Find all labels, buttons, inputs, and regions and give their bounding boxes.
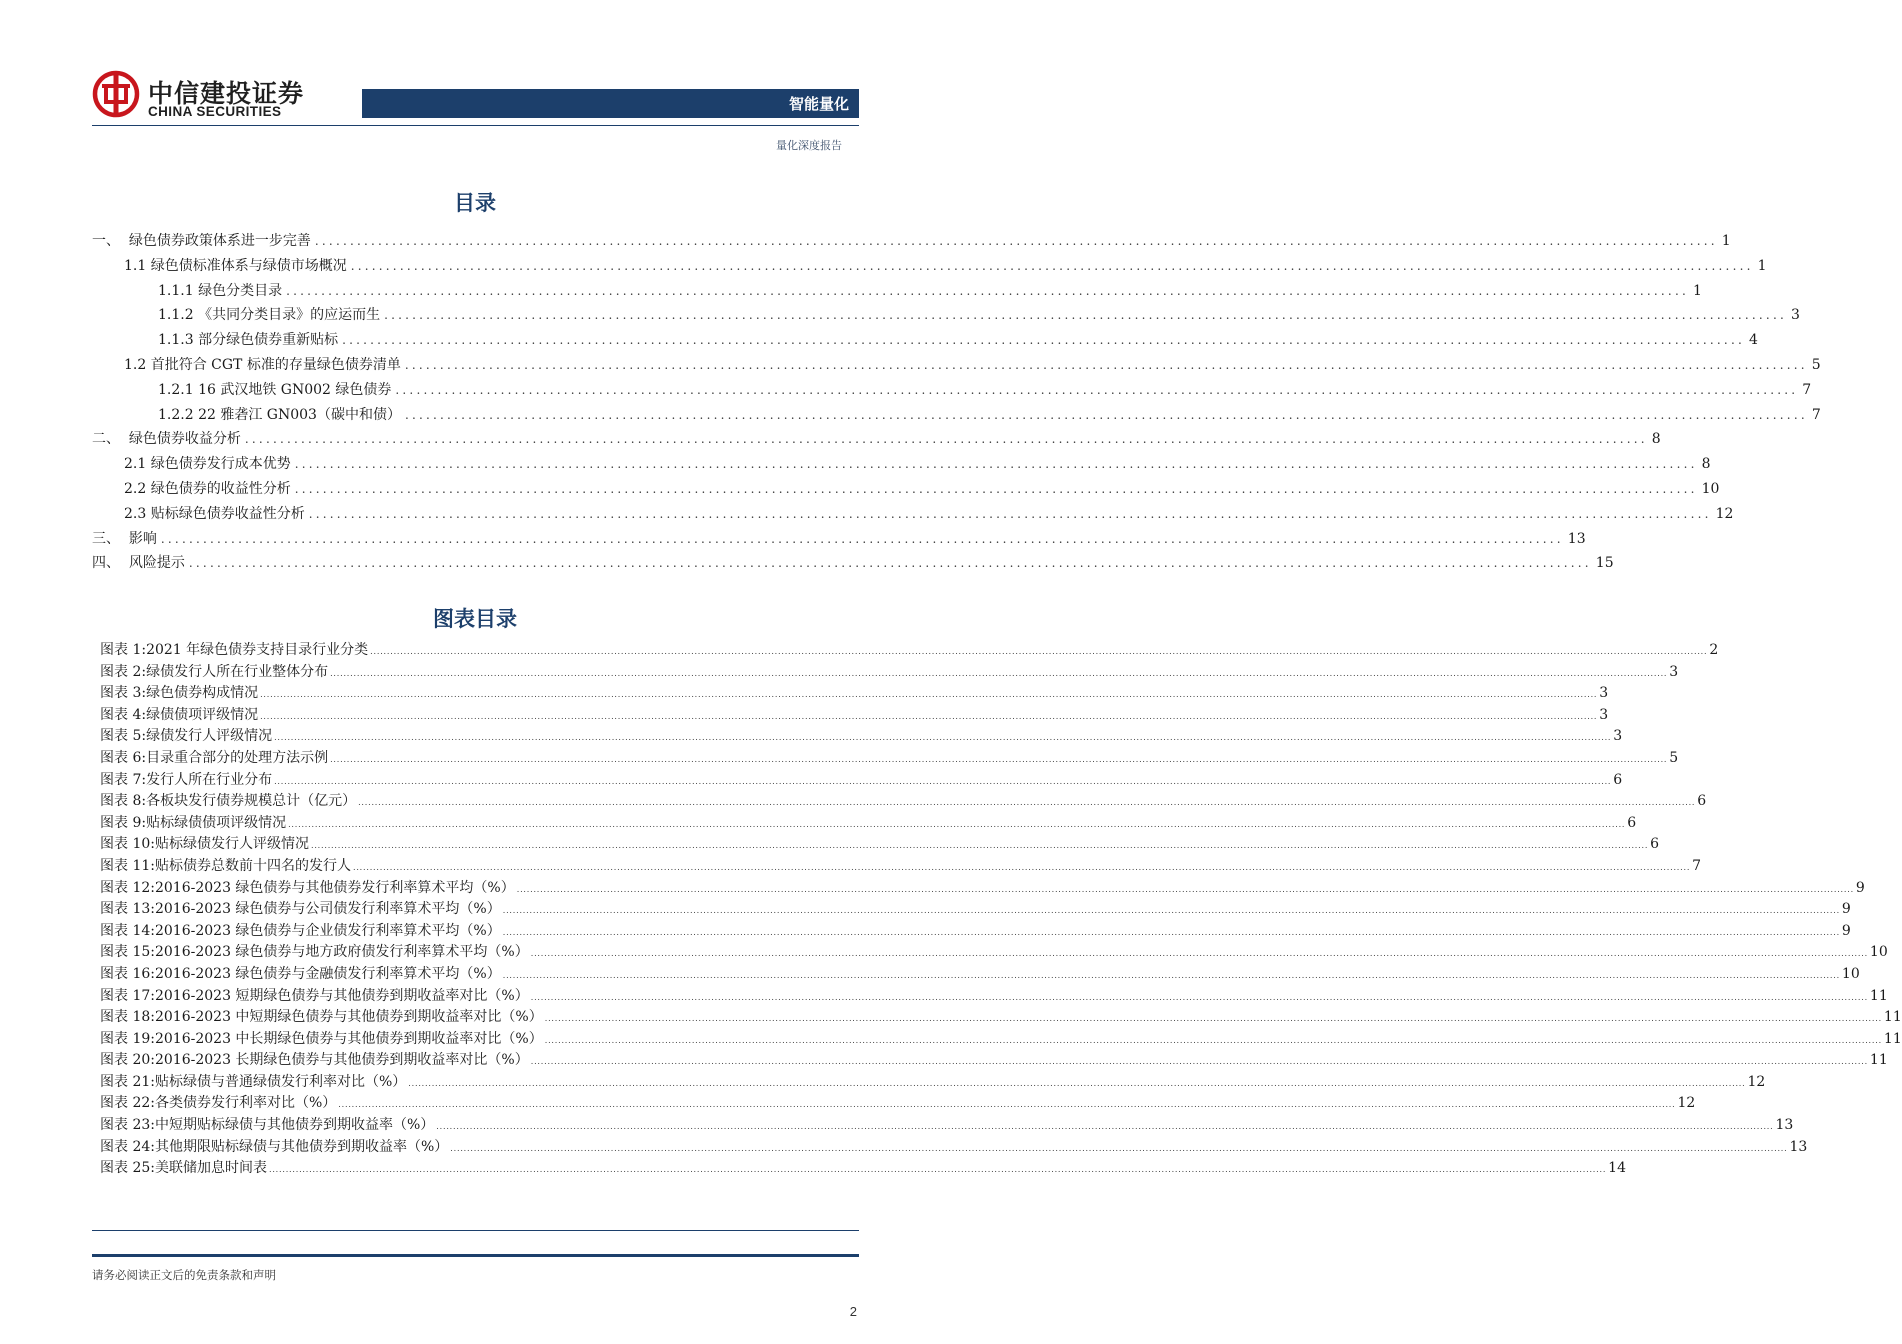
dot-leader: ................................................................................................................................................................................................................................................................................................................................................................................................................ (330, 754, 1668, 764)
figure-entry-number: 图表 12: (100, 879, 155, 896)
toc-entry[interactable] (92, 502, 1734, 527)
figure-entry-title: 2016-2023 中短期绿色债券与其他债券到期收益率对比（%） (154, 1009, 543, 1026)
figure-entry[interactable] (100, 748, 1679, 770)
dot-leader: ........................................................................................................................................................................................................ (314, 234, 1718, 248)
figure-entry-page: 11 (1869, 987, 1888, 1004)
figure-entry-number: 图表 20: (100, 1052, 155, 1069)
figure-entry-title: 2021 年绿色债券支持目录行业分类 (146, 642, 369, 658)
toc-entry-label: 1.2.2 22 雅砻江 GN003（碳中和债） (158, 406, 401, 423)
figure-entry-title: 贴标绿债债项评级情况 (146, 814, 287, 831)
figure-entry-title: 美联储加息时间表 (154, 1160, 267, 1177)
header-divider (92, 125, 859, 126)
dot-leader: ........................................................................................................................................................................................................ (308, 506, 1712, 521)
figure-entry-number: 图表 10: (100, 836, 155, 853)
figure-entry-number: 图表 5: (100, 728, 147, 745)
figure-entry-page: 3 (1669, 663, 1679, 680)
figure-entry-title: 目录重合部分的处理方法示例 (146, 749, 329, 766)
dot-leader: ................................................................................................................................................................................................................................................................................................................................................................................................................ (260, 690, 1598, 700)
toc-entry-page: 13 (1567, 530, 1586, 547)
figure-entry[interactable] (100, 1050, 1888, 1072)
toc-entry[interactable] (92, 527, 1586, 552)
dot-leader: ........................................................................................................................................................................................................ (188, 556, 1592, 571)
figure-entry-number: 图表 18: (100, 1009, 155, 1026)
toc-entry[interactable] (92, 254, 1767, 279)
figure-entry-title: 各类债券发行利率对比（%） (154, 1095, 337, 1112)
toc-title: 目录 (454, 191, 496, 215)
toc-entry-label: 二、 绿色债券收益分析 (92, 431, 241, 448)
toc-entry-page: 7 (1811, 406, 1821, 423)
figure-entry[interactable] (100, 683, 1609, 705)
dot-leader: ................................................................................................................................................................................................................................................................................................................................................................................................................ (358, 798, 1696, 808)
figure-entry[interactable] (100, 856, 1702, 878)
dot-leader: ........................................................................................................................................................................................................ (244, 432, 1648, 447)
dot-leader: ................................................................................................................................................................................................................................................................................................................................................................................................................ (450, 1143, 1788, 1153)
brand-name-cn: 中信建投证券 (148, 79, 305, 108)
dot-leader: ................................................................................................................................................................................................................................................................................................................................................................................................................ (502, 927, 1840, 937)
toc-entry-label: 1.1.2 《共同分类目录》的应运而生 (158, 307, 381, 324)
category-band (362, 89, 859, 118)
figure-entry-title: 绿债发行人所在行业整体分布 (146, 663, 329, 680)
footer-divider-thin (92, 1230, 859, 1231)
toc-entry-page: 1 (1721, 233, 1731, 249)
toc-entry[interactable] (92, 477, 1720, 502)
toc-entry-label: 2.2 绿色债券的收益性分析 (124, 480, 291, 497)
figure-entry[interactable] (100, 1115, 1794, 1137)
toc-entry-page: 7 (1802, 381, 1812, 398)
figure-entry-page: 9 (1855, 879, 1865, 896)
figure-entry-number: 图表 4: (100, 706, 147, 723)
dot-leader: ................................................................................................................................................................................................................................................................................................................................................................................................................ (530, 992, 1868, 1002)
figure-entry-page: 6 (1613, 771, 1623, 788)
figure-entry[interactable] (100, 662, 1679, 684)
dot-leader: ................................................................................................................................................................................................................................................................................................................................................................................................................ (544, 1035, 1882, 1045)
figure-entry-title: 发行人所在行业分布 (146, 771, 273, 788)
figure-entry-page: 3 (1599, 685, 1609, 702)
figure-entry-page: 11 (1869, 1052, 1888, 1069)
figure-entry-title: 绿债债项评级情况 (146, 706, 259, 723)
toc-entry-page: 8 (1701, 456, 1711, 473)
toc-entry-page: 8 (1651, 431, 1661, 448)
toc-entry-label: 1.1.1 绿色分类目录 (158, 282, 283, 299)
dot-leader: ........................................................................................................................................................................................................ (350, 258, 1754, 273)
dot-leader: ................................................................................................................................................................................................................................................................................................................................................................................................................ (268, 1165, 1607, 1175)
figure-entry-title: 贴标绿债发行人评级情况 (154, 836, 309, 853)
figure-entry[interactable] (100, 1093, 1696, 1115)
toc-entry-label: 1.2 首批符合 CGT 标准的存量绿色债券清单 (124, 356, 401, 373)
figure-entry-title: 贴标绿债与普通绿债发行利率对比（%） (154, 1073, 407, 1090)
figure-entry-page: 11 (1883, 1030, 1902, 1047)
toc-entry-label: 三、 影响 (92, 530, 157, 547)
figure-entry[interactable] (100, 921, 1851, 943)
figure-list-title: 图表目录 (433, 607, 517, 631)
toc-entry[interactable] (92, 353, 1821, 378)
dot-leader: ................................................................................................................................................................................................................................................................................................................................................................................................................ (502, 906, 1840, 916)
toc-entry-page: 12 (1715, 505, 1734, 522)
figure-entry[interactable] (100, 1007, 1902, 1029)
figure-entry[interactable] (100, 705, 1609, 727)
report-type: 量化深度报告 (776, 139, 842, 152)
figure-entry[interactable] (100, 1029, 1902, 1051)
figure-entry-title: 2016-2023 绿色债券与金融债发行利率算术平均（%） (154, 965, 501, 982)
figure-entry-title: 贴标债券总数前十四名的发行人 (154, 857, 351, 874)
figure-list (100, 640, 1902, 1180)
figure-entry-page: 13 (1775, 1117, 1794, 1134)
figure-entry-page: 5 (1669, 749, 1679, 766)
dot-leader: ........................................................................................................................................................................................................ (294, 481, 1698, 496)
toc-entry[interactable] (92, 279, 1702, 304)
toc-entry-page: 1 (1692, 282, 1702, 299)
figure-entry-number: 图表 17: (100, 987, 155, 1004)
figure-entry[interactable] (100, 1158, 1626, 1180)
figure-entry[interactable] (100, 1072, 1766, 1094)
figure-entry-number: 图表 13: (100, 901, 155, 918)
toc-entry[interactable] (92, 328, 1758, 353)
brand-name-en: CHINA SECURITIES (148, 104, 282, 119)
dot-leader: ........................................................................................................................................................................................................ (342, 333, 1745, 348)
toc-entry[interactable] (92, 378, 1812, 403)
figure-entry-title: 各板块发行债券规模总计（亿元） (146, 793, 357, 810)
toc-entry-label: 2.1 绿色债券发行成本优势 (124, 456, 291, 473)
toc-entry-page: 4 (1748, 332, 1758, 349)
dot-leader: ................................................................................................................................................................................................................................................................................................................................................................................................................ (502, 970, 1840, 980)
figure-entry-title: 2016-2023 长期绿色债券与其他债券到期收益率对比（%） (154, 1052, 529, 1069)
figure-entry-page: 11 (1883, 1009, 1902, 1026)
dot-leader: ........................................................................................................................................................................................................ (294, 457, 1698, 472)
figure-entry-number: 图表 16: (100, 965, 155, 982)
dot-leader: ................................................................................................................................................................................................................................................................................................................................................................................................................ (260, 711, 1598, 721)
dot-leader: ........................................................................................................................................................................................................ (395, 382, 1799, 397)
toc-entry[interactable] (92, 452, 1711, 477)
dot-leader: ................................................................................................................................................................................................................................................................................................................................................................................................................ (408, 1078, 1746, 1088)
dot-leader: ................................................................................................................................................................................................................................................................................................................................................................................................................ (516, 884, 1854, 894)
figure-entry[interactable] (100, 899, 1851, 921)
figure-entry-number: 图表 2: (100, 663, 147, 680)
figure-entry-page: 6 (1697, 793, 1707, 810)
dot-leader: ................................................................................................................................................................................................................................................................................................................................................................................................................ (370, 647, 1708, 656)
figure-entry[interactable] (100, 726, 1623, 748)
figure-entry-title: 2016-2023 短期绿色债券与其他债券到期收益率对比（%） (154, 987, 529, 1004)
figure-entry[interactable] (100, 640, 1719, 662)
figure-entry-title: 2016-2023 绿色债券与企业债发行利率算术平均（%） (154, 922, 501, 939)
figure-entry-number: 图表 15: (100, 944, 155, 961)
figure-entry[interactable] (100, 770, 1623, 792)
figure-entry-page: 6 (1627, 814, 1637, 831)
toc-entry-page: 15 (1595, 555, 1614, 572)
disclaimer: 请务必阅读正文后的免责条款和声明 (92, 1268, 276, 1282)
citic-logo-icon (92, 70, 140, 118)
figure-entry-page: 9 (1841, 901, 1851, 918)
figure-entry-number: 图表 21: (100, 1073, 155, 1090)
toc-entry-page: 5 (1811, 356, 1821, 373)
figure-entry-page: 6 (1650, 836, 1660, 853)
dot-leader: ................................................................................................................................................................................................................................................................................................................................................................................................................ (530, 1057, 1868, 1067)
dot-leader: ........................................................................................................................................................................................................ (160, 531, 1564, 546)
toc-entry[interactable] (92, 229, 1731, 254)
page-number: 2 (849, 1304, 857, 1319)
dot-leader: ................................................................................................................................................................................................................................................................................................................................................................................................................ (544, 1014, 1882, 1024)
figure-entry[interactable] (100, 1137, 1808, 1159)
dot-leader: ................................................................................................................................................................................................................................................................................................................................................................................................................ (310, 841, 1649, 851)
figure-entry[interactable] (100, 878, 1865, 900)
toc-list (92, 229, 1821, 576)
figure-entry-title: 绿债发行人评级情况 (146, 728, 273, 745)
figure-entry[interactable] (100, 834, 1660, 856)
figure-entry-page: 9 (1841, 922, 1851, 939)
figure-entry-title: 绿色债券构成情况 (146, 685, 259, 702)
figure-entry[interactable] (100, 986, 1888, 1008)
figure-entry-page: 7 (1692, 857, 1702, 874)
figure-entry-page: 10 (1841, 965, 1860, 982)
figure-entry-number: 图表 19: (100, 1030, 155, 1047)
figure-entry-number: 图表 6: (100, 749, 147, 766)
figure-entry-number: 图表 8: (100, 793, 147, 810)
figure-entry-number: 图表 22: (100, 1095, 155, 1112)
dot-leader: ........................................................................................................................................................................................................ (404, 407, 1808, 422)
figure-entry-number: 图表 24: (100, 1138, 155, 1155)
figure-entry-page: 3 (1613, 728, 1623, 745)
figure-entry-title: 2016-2023 绿色债券与公司债发行利率算术平均（%） (154, 901, 501, 918)
figure-entry[interactable] (100, 791, 1707, 813)
toc-entry-page: 3 (1790, 307, 1800, 324)
figure-entry-number: 图表 14: (100, 922, 155, 939)
toc-entry-page: 1 (1757, 257, 1767, 274)
figure-entry-title: 2016-2023 中长期绿色债券与其他债券到期收益率对比（%） (154, 1030, 543, 1047)
toc-entry-label: 四、 风险提示 (92, 555, 185, 572)
toc-entry-label: 1.1 绿色债标准体系与绿债市场概况 (124, 257, 347, 274)
figure-entry[interactable] (100, 964, 1860, 986)
dot-leader: ................................................................................................................................................................................................................................................................................................................................................................................................................ (274, 776, 1612, 786)
toc-entry-label: 2.3 贴标绿色债券收益性分析 (124, 505, 305, 522)
dot-leader: ................................................................................................................................................................................................................................................................................................................................................................................................................ (436, 1122, 1774, 1132)
figure-entry-number: 图表 3: (100, 685, 147, 702)
toc-entry-label: 一、 绿色债券政策体系进一步完善 (92, 233, 311, 249)
toc-entry-page: 10 (1701, 480, 1720, 497)
figure-entry-title: 2016-2023 绿色债券与其他债券发行利率算术平均（%） (154, 879, 515, 896)
figure-entry-page: 3 (1599, 706, 1609, 723)
dot-leader: ................................................................................................................................................................................................................................................................................................................................................................................................................ (352, 862, 1691, 872)
figure-entry-number: 图表 23: (100, 1117, 155, 1134)
toc-entry-label: 1.1.3 部分绿色债券重新贴标 (158, 332, 339, 349)
figure-entry-page: 12 (1747, 1073, 1766, 1090)
figure-entry[interactable] (100, 942, 1888, 964)
figure-entry-page: 2 (1709, 642, 1719, 658)
toc-entry[interactable] (92, 403, 1821, 428)
figure-entry-number: 图表 7: (100, 771, 147, 788)
figure-entry-number: 图表 9: (100, 814, 147, 831)
brand-logo (92, 70, 332, 130)
figure-entry[interactable] (100, 813, 1637, 835)
dot-leader: ................................................................................................................................................................................................................................................................................................................................................................................................................ (274, 733, 1612, 743)
toc-entry[interactable] (92, 551, 1614, 576)
figure-entry-title: 2016-2023 绿色债券与地方政府债发行利率算术平均（%） (154, 944, 529, 961)
dot-leader: ................................................................................................................................................................................................................................................................................................................................................................................................................ (530, 949, 1868, 959)
dot-leader: ........................................................................................................................................................................................................ (404, 357, 1808, 372)
figure-entry-page: 14 (1608, 1160, 1626, 1177)
figure-entry-title: 其他期限贴标绿债与其他债券到期收益率（%） (154, 1138, 449, 1155)
dot-leader: ................................................................................................................................................................................................................................................................................................................................................................................................................ (330, 668, 1668, 678)
figure-entry-number: 图表 11: (100, 857, 155, 874)
figure-entry-title: 中短期贴标绿债与其他债券到期收益率（%） (154, 1117, 435, 1134)
dot-leader: ........................................................................................................................................................................................................ (384, 308, 1787, 323)
footer-divider-thick (92, 1254, 859, 1257)
dot-leader: ................................................................................................................................................................................................................................................................................................................................................................................................................ (288, 819, 1626, 829)
toc-entry-label: 1.2.1 16 武汉地铁 GN002 绿色债券 (158, 381, 392, 398)
category-label: 智能量化 (788, 95, 849, 113)
figure-entry-page: 12 (1677, 1095, 1696, 1112)
toc-entry[interactable] (92, 303, 1800, 328)
figure-entry-number: 图表 25: (100, 1160, 155, 1177)
dot-leader: ................................................................................................................................................................................................................................................................................................................................................................................................................ (338, 1100, 1676, 1110)
dot-leader: ........................................................................................................................................................................................................ (286, 283, 1689, 298)
toc-entry[interactable] (92, 427, 1661, 452)
figure-entry-number: 图表 1: (100, 642, 147, 658)
figure-entry-page: 10 (1869, 944, 1888, 961)
figure-entry-page: 13 (1789, 1138, 1808, 1155)
